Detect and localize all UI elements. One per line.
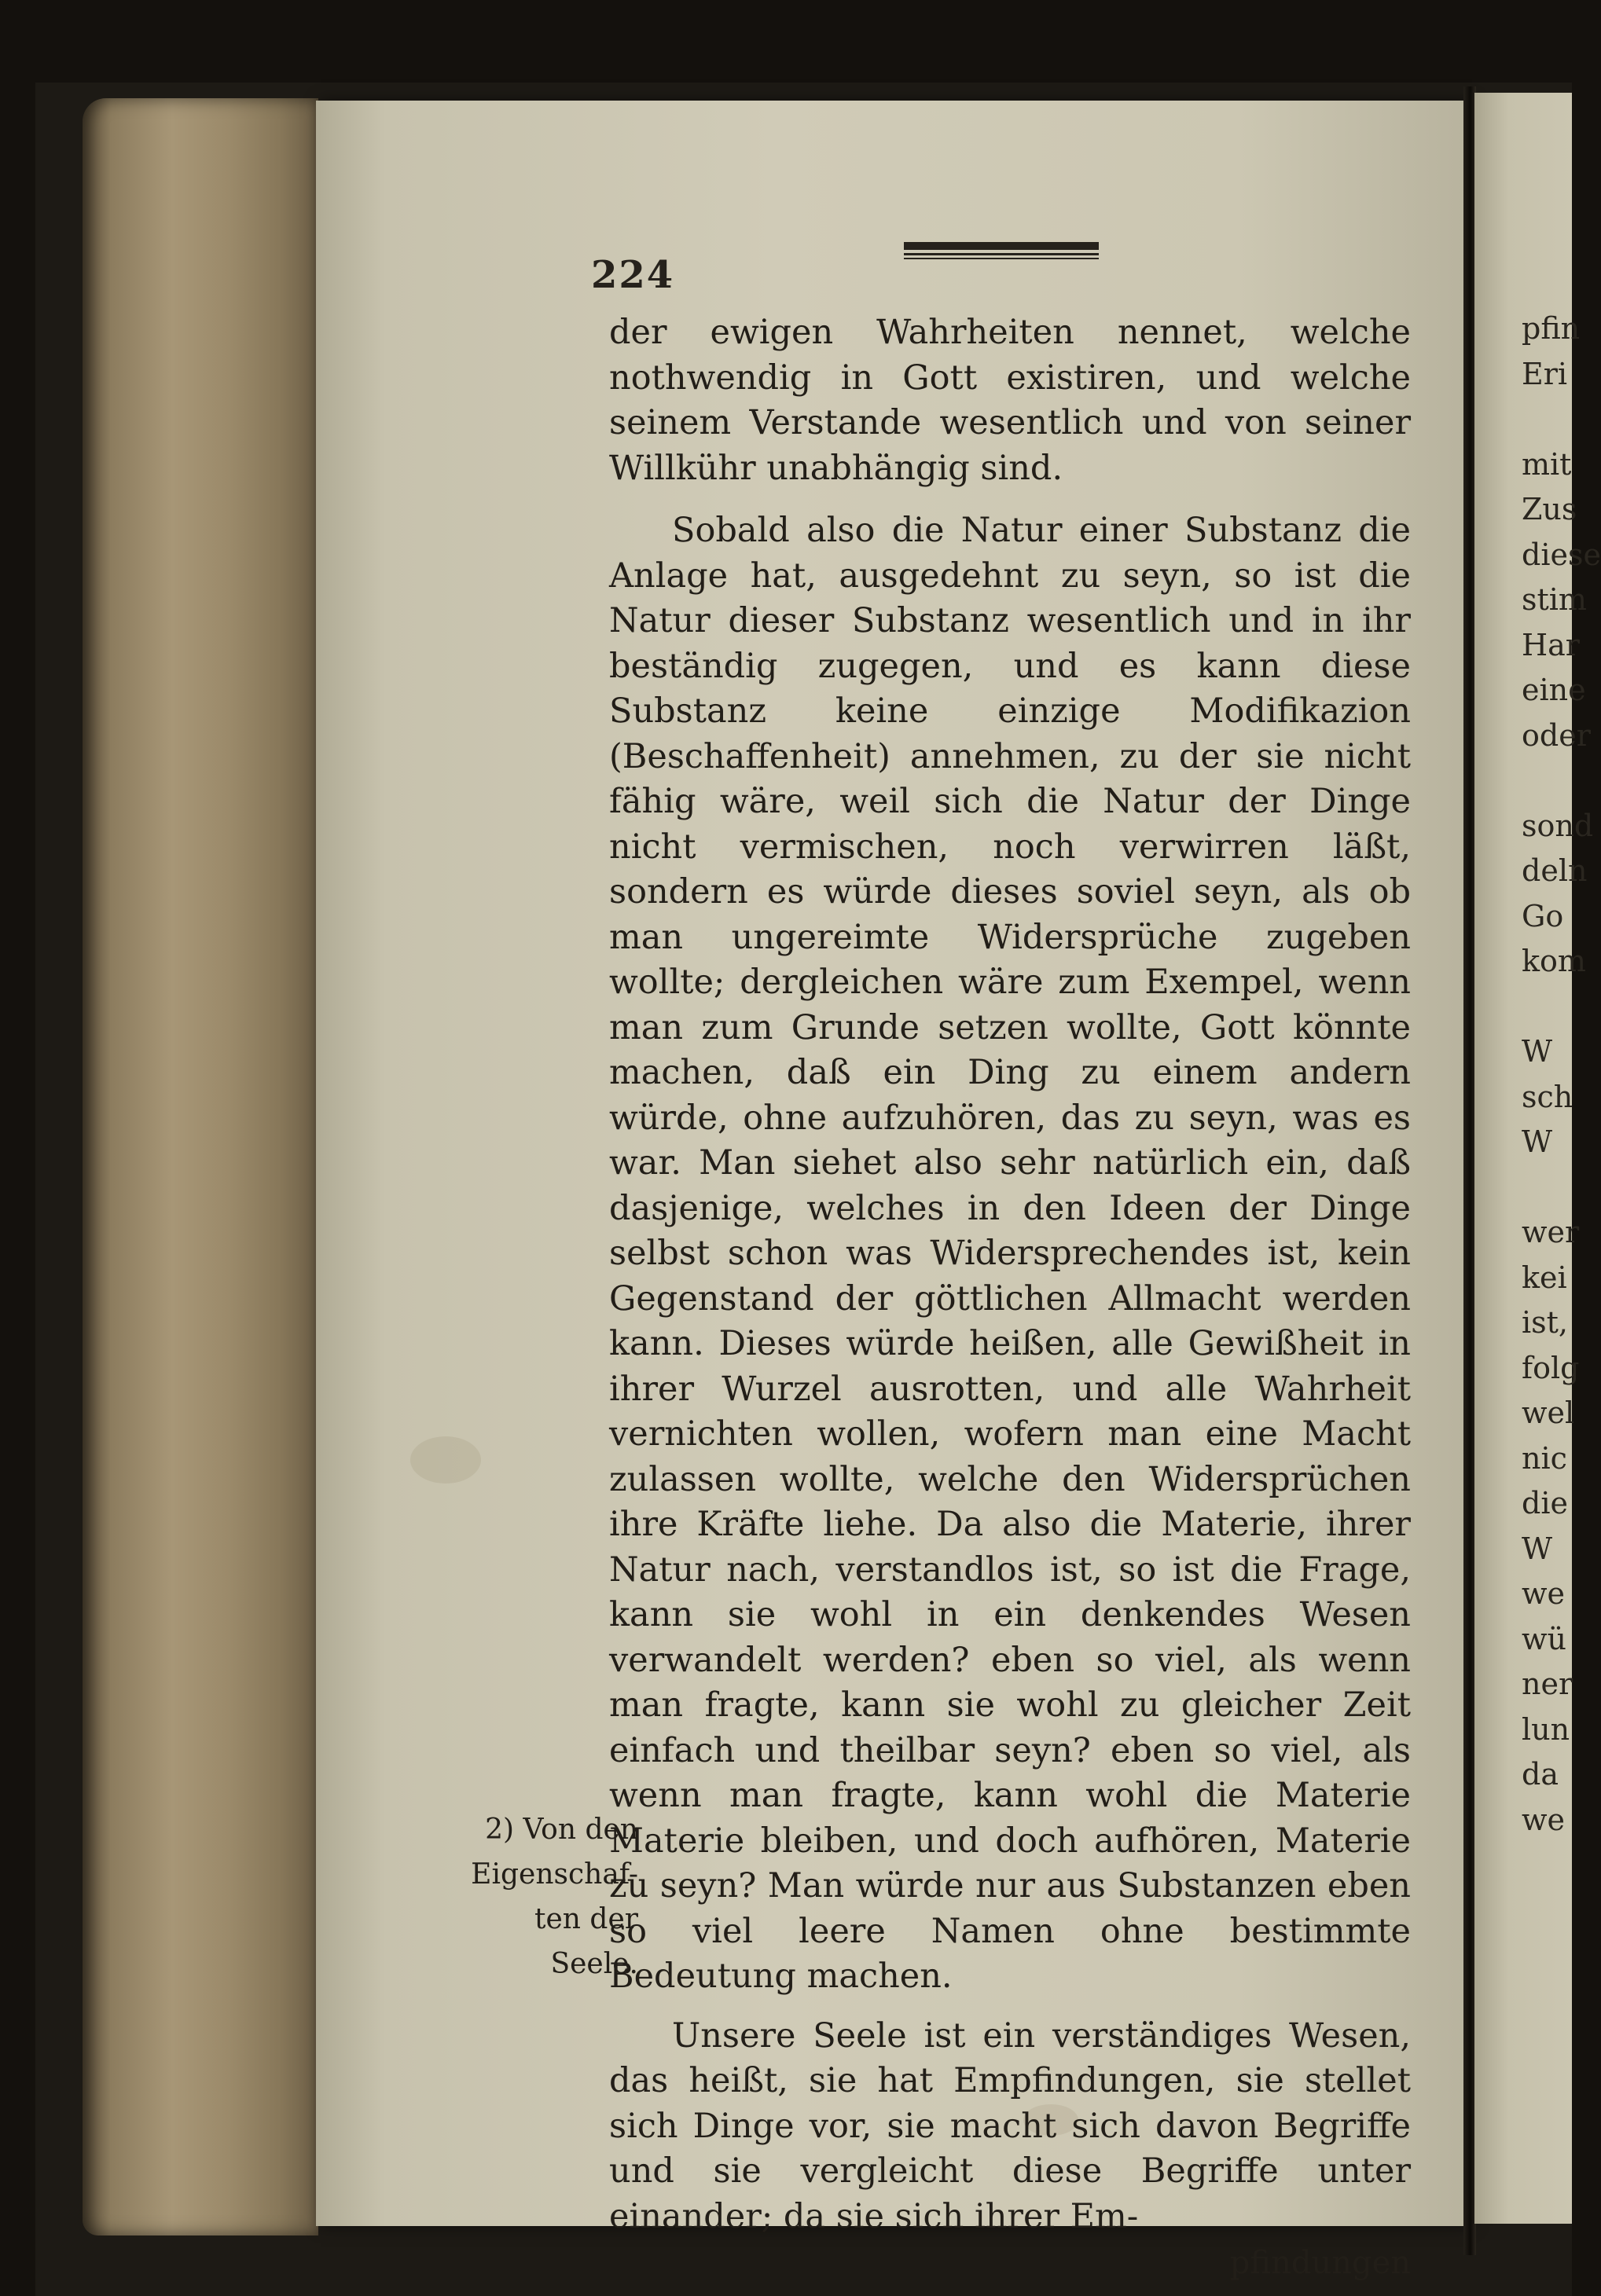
facing-page-fragment: W <box>1522 1124 1553 1159</box>
facing-page-fragment: wü <box>1522 1621 1566 1656</box>
facing-page-fragment: Zus <box>1522 492 1577 526</box>
facing-page-fragment: kom <box>1522 944 1586 978</box>
page-body <box>609 310 1411 2287</box>
marginal-note <box>450 1807 638 1986</box>
paragraph: Unsere Seele ist ein verständiges Wesen, das heißt, sie hat Empfindungen, sie stellet sich Dinge vor, sie macht sich davon Begriffe und sie vergleicht diese Begriffe unter einander; da sie sich ihrer Em- <box>609 2015 1411 2236</box>
facing-page-fragment: ist, <box>1522 1305 1569 1340</box>
facing-page-fragment: Go <box>1522 898 1564 933</box>
facing-page-fragment: da <box>1522 1757 1559 1792</box>
facing-page-fragment: mit <box>1522 446 1572 482</box>
facing-page-fragment: W <box>1522 1531 1553 1566</box>
facing-page-fragment: wer <box>1522 1215 1580 1249</box>
header-rule-thin <box>904 258 1099 259</box>
facing-page-fragment: wel <box>1522 1396 1575 1430</box>
facing-page-fragment: deln <box>1522 853 1588 888</box>
facing-page-fragment <box>1522 1165 1572 1211</box>
paragraph: Sobald also die Natur einer Substanz die Anlage hat, ausgedehnt zu seyn, so ist die Natur dieser Substanz wesentlich und in ihr beständig zugegen, und es kann diese Substanz keine einzige Modifikazion (Beschaffenheit) annehmen, zu der sie nicht fähig wäre, weil sich die Natur der Dinge nicht vermischen, noch verwirren läßt, sondern es würde dieses soviel seyn, als ob man ungereimte Widersprüche zugeben wollte; dergleichen wäre zum Exempel, wenn man zum Grunde setzen wollte, Gott könnte machen, daß ein Ding zu einem andern würde, ohne aufzuhören, das zu seyn, was es war. Man siehet also sehr natürlich ein, daß dasjenige, welches in den Ideen der Dinge selbst schon was Widersprechendes ist, kein Gegenstand der göttlichen Allmacht werden kann. Dieses würde heißen, alle Gewißheit in ihrer Wurzel ausrotten, und alle Wahrheit vernichten wollen, wofern man eine Macht zulassen wollte, welche den Widersprüchen ihre Kräfte liehe. Da also die Materie, ihrer Natur nach, verstandlos ist, so ist die Frage, kann sie wohl in ein denkendes Wesen verwandelt werden? eben so viel, als wenn man fragte, kann sie wohl zu gleicher Zeit einfach und theilbar seyn? eben so viel, als wenn man fragte, kann wohl die Materie Materie bleiben, und doch aufhören, Materie zu seyn? Man würde nur aus Substanzen eben so viel leere Namen ohne bestimmte Bedeutung machen. <box>609 511 1411 1996</box>
facing-page-fragment: ner <box>1522 1667 1573 1701</box>
facing-page-fragment: W <box>1522 1034 1553 1069</box>
facing-page-fragment <box>1522 985 1572 1030</box>
marginal-note-line: Eigenschaf- <box>471 1858 638 1891</box>
facing-page-fragment: nic <box>1522 1440 1567 1476</box>
facing-page-fragment: sond <box>1522 808 1594 843</box>
page-number: 224 <box>591 253 675 297</box>
header-rule <box>904 239 1100 262</box>
facing-page-fragment <box>1522 758 1572 804</box>
facing-page-fragment: sch <box>1522 1079 1573 1114</box>
facing-page-fragment: diese <box>1522 537 1601 572</box>
header-rule-thick <box>904 242 1099 250</box>
header-rule-thin <box>904 253 1099 255</box>
facing-page-fragment: oder <box>1522 717 1591 753</box>
facing-page-fragment: pfin <box>1522 311 1581 346</box>
page-edges <box>83 98 318 2235</box>
facing-page-fragment: lun <box>1522 1711 1570 1747</box>
facing-page-fragment: we <box>1522 1576 1566 1611</box>
facing-page-fragment: we <box>1522 1802 1566 1837</box>
marginal-note-line: ten der Seele. <box>534 1903 638 1980</box>
facing-page-text <box>1522 306 1601 1843</box>
facing-page-fragment: stim <box>1522 582 1587 617</box>
facing-page-fragment: Har <box>1522 627 1580 662</box>
facing-page-fragment: eine <box>1522 673 1586 707</box>
paper-stain <box>410 1436 481 1484</box>
facing-page-fragment: folg <box>1522 1350 1580 1385</box>
facing-page-fragment: Eri <box>1522 356 1568 391</box>
catchword: pfindungen <box>1229 2245 1411 2281</box>
facing-page-fragment <box>1522 397 1572 442</box>
facing-page-fragment: die <box>1522 1486 1568 1520</box>
facing-page-fragment: kei <box>1522 1260 1567 1295</box>
paragraph: der ewigen Wahrheiten nennet, welche nothwendig in Gott existiren, und welche seinem Verstande wesentlich und von seiner Willkühr unabhängig sind. <box>609 313 1411 488</box>
marginal-note-line: 2) Von den <box>485 1814 638 1846</box>
